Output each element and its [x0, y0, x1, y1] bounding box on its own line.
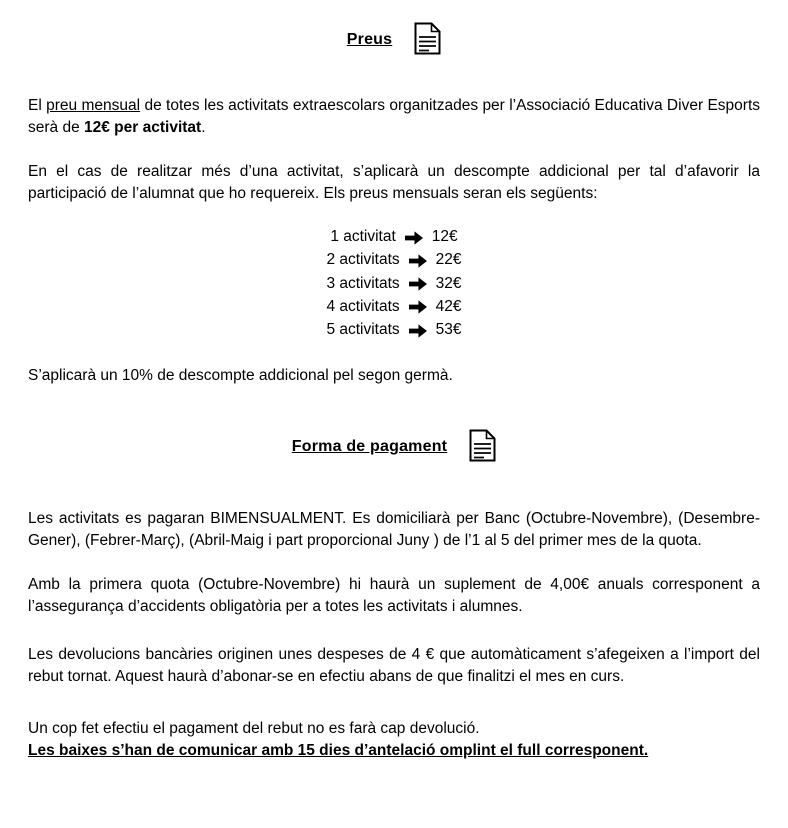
preus-heading-row: [28, 22, 760, 55]
price-row-4: [28, 295, 760, 318]
price-row-1: [28, 225, 760, 248]
price-label: 2 activitats: [326, 251, 400, 269]
section-title-forma-de-pagament: Forma de pagament: [291, 438, 448, 456]
price-value: 32€: [435, 274, 462, 292]
right-arrow-icon: [405, 229, 423, 245]
paragraph-descompte: En el cas de realitzar més d’una activitat, s’aplicarà un descompte addicional per tal d’afavorir la participació de l’alumnat que ho requereix. Els preus mensuals seran els següents:: [28, 163, 760, 202]
price-list: [28, 225, 760, 341]
price-label: 3 activitats: [326, 274, 400, 292]
paragraph-suplement-asseguranca: Amb la primera quota (Octubre-Novembre) hi haurà un suplement de 4,00€ anuals corresponent a l’assegurança d’accidents obligatòria per a totes les activitats i alumnes.: [28, 576, 760, 616]
price-row-5: [28, 318, 760, 341]
price-value: 22€: [435, 251, 462, 269]
paragraph-baixes-notice: Les baixes s’han de comunicar amb 15 dies d’antelació omplint el full corresponent.: [28, 742, 649, 760]
price-value: 53€: [435, 321, 462, 338]
paragraph-cap-devolucio: Un cop fet efectiu el pagament del rebut no es farà cap devolució.: [28, 720, 480, 738]
p1-lead: El: [28, 97, 47, 114]
paragraph-bimensualment: Les activitats es pagaran BIMENSUALMENT. Es domiciliarà per Banc (Octubre-Novembre), (Desembre-Gener), (Febrer-Març), (Abril-Maig i part proporcional Juny ) de l’1 al 5 del primer mes de la quota.: [28, 510, 760, 550]
p1-bold-price: 12€ per activitat: [84, 119, 202, 136]
p1-middle: de totes les activitats extraescolars organitzades per l’Associació Educativa Diver Esports serà de: [28, 97, 761, 136]
section-title-preus: Preus: [346, 31, 393, 48]
document-icon: [469, 429, 496, 462]
right-arrow-icon: [409, 322, 427, 338]
p1-underlined-text: preu mensual: [46, 97, 141, 114]
price-value: 12€: [431, 228, 458, 245]
paragraph-preu-mensual: [28, 95, 760, 139]
pagament-heading-row: [28, 429, 760, 462]
right-arrow-icon: [409, 275, 427, 291]
price-value: 42€: [435, 297, 462, 315]
price-row-2: [28, 248, 760, 271]
price-label: 5 activitats: [326, 321, 400, 338]
paragraph-devolucions-bancaries: Les devolucions bancàries originen unes despeses de 4 € que automàticament s’afegeixen a l’import del rebut tornat. Aquest haurà d’abonar-se en efectiu abans de que finalitzi el mes en curs.: [28, 646, 760, 686]
right-arrow-icon: [409, 298, 427, 314]
price-label: 1 activitat: [330, 228, 396, 245]
price-row-3: [28, 272, 760, 295]
price-label: 4 activitats: [326, 297, 400, 315]
right-arrow-icon: [409, 252, 427, 268]
p1-tail: .: [201, 119, 206, 136]
document-icon: [414, 22, 441, 55]
paragraph-segon-germa: S’aplicarà un 10% de descompte addicional pel segon germà.: [28, 367, 453, 385]
